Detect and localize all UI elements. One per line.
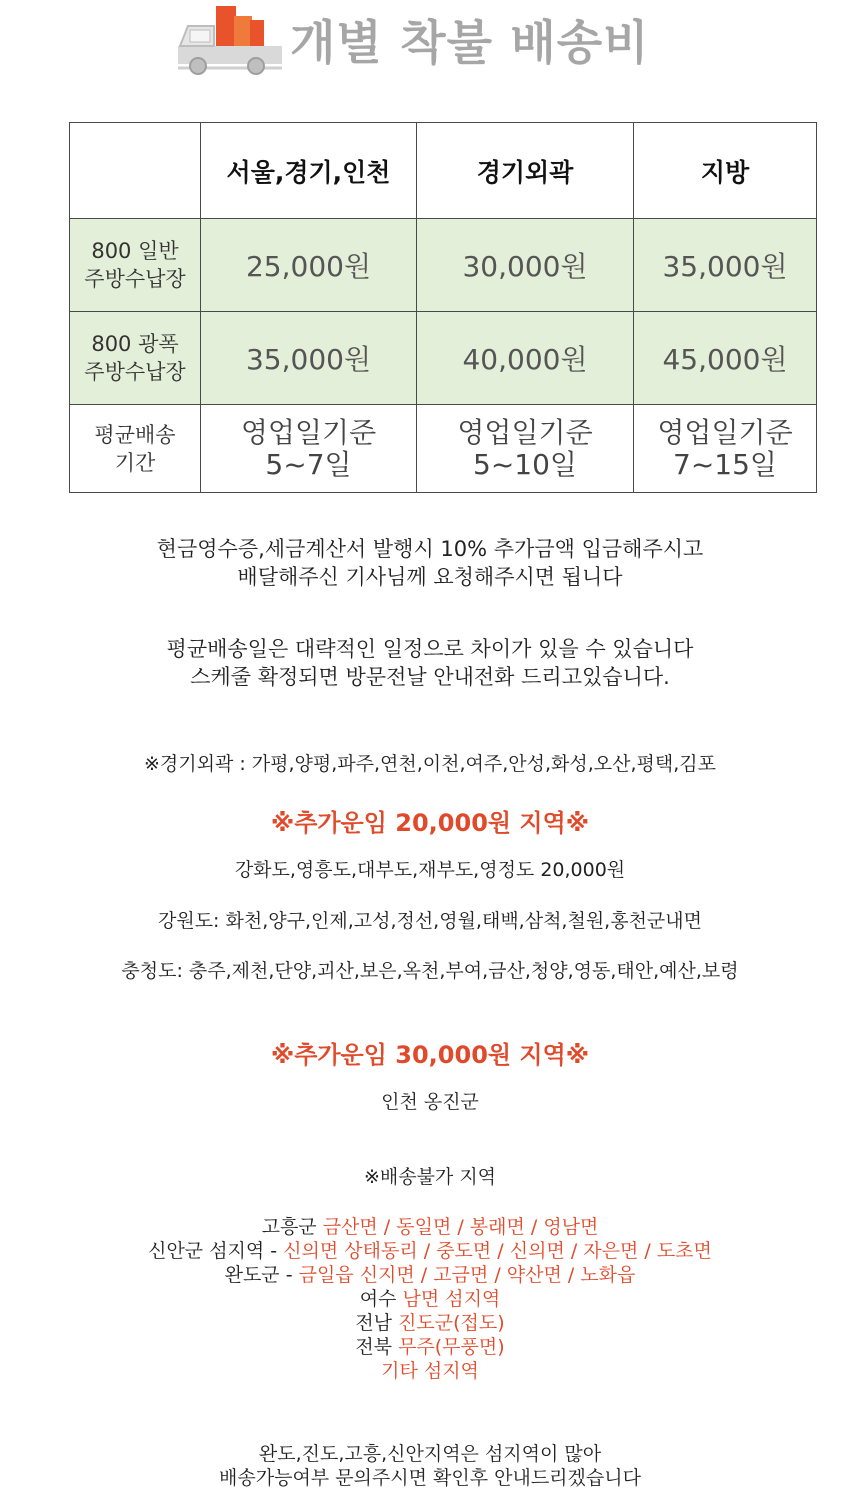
- extra-20000-area: 강화도,영흥도,대부도,재부도,영정도 20,000원: [234, 859, 626, 881]
- row-label: 800 일반 주방수납장: [70, 219, 201, 312]
- receipt-note: 현금영수증,세금계산서 발행시 10% 추가금액 입금해주시고 배달해주신 기사님께 요청해주시면 됩니다: [156, 537, 704, 589]
- unavailable-list: [0, 1215, 860, 1383]
- table-row: [70, 312, 817, 405]
- list-item: 기타 섬지역: [381, 1360, 479, 1382]
- list-item: 전남 진도군(접도): [355, 1312, 505, 1334]
- price-cell: 40,000원: [417, 312, 634, 405]
- price-cell: 45,000원: [634, 312, 817, 405]
- price-cell: 35,000원: [634, 219, 817, 312]
- unavailable-title: ※배송불가 지역: [363, 1166, 497, 1188]
- row-label: 800 광폭 주방수납장: [70, 312, 201, 405]
- shipping-fee-table: [69, 122, 817, 493]
- list-item: 완도군 - 금일읍 신지면 / 고금면 / 약산면 / 노화읍: [224, 1264, 636, 1286]
- extra-20000-title: ※추가운임 20,000원 지역※: [270, 809, 590, 837]
- delivery-period-cell: 영업일기준 5~7일: [201, 405, 417, 493]
- table-row: [70, 405, 817, 493]
- list-item: 고흥군 금산면 / 동일면 / 봉래면 / 영남면: [261, 1216, 599, 1238]
- closing-note: 완도,진도,고흥,신안지역은 섬지역이 많아 배송가능여부 문의주시면 확인후 안내드리겠습니다: [219, 1443, 641, 1489]
- delivery-period-cell: 영업일기준 7~15일: [634, 405, 817, 493]
- extra-20000-area: 강원도: 화천,양구,인제,고성,정선,영월,태백,삼척,철원,홍천군내면: [157, 910, 702, 932]
- table-corner-cell: [70, 123, 201, 219]
- column-header-seoul: 서울,경기,인천: [201, 123, 417, 219]
- page-title: 개별 착불 배송비: [290, 16, 650, 71]
- price-cell: 30,000원: [417, 219, 634, 312]
- table-row: [70, 219, 817, 312]
- extra-30000-area: 인천 옹진군: [381, 1091, 479, 1113]
- extra-20000-area: 충청도: 충주,제천,단양,괴산,보은,옥천,부여,금산,청양,영동,태안,예산,보령: [121, 960, 739, 982]
- column-header-outer-gyeonggi: 경기외곽: [417, 123, 634, 219]
- list-item: 신안군 섬지역 - 신의면 상태동리 / 중도면 / 신의면 / 자은면 / 도초면: [148, 1240, 712, 1262]
- list-item: 전북 무주(무풍면): [355, 1336, 505, 1358]
- extra-30000-title: ※추가운임 30,000원 지역※: [270, 1041, 590, 1069]
- schedule-note: 평균배송일은 대략적인 일정으로 차이가 있을 수 있습니다 스케줄 확정되면 방문전날 안내전화 드리고있습니다.: [166, 637, 694, 689]
- page-header: [0, 0, 860, 80]
- price-cell: 35,000원: [201, 312, 417, 405]
- row-label: 평균배송 기간: [70, 405, 201, 493]
- delivery-period-cell: 영업일기준 5~10일: [417, 405, 634, 493]
- price-cell: 25,000원: [201, 219, 417, 312]
- outer-area-note: ※경기외곽 : 가평,양평,파주,연천,이천,여주,안성,화성,오산,평택,김포: [143, 753, 716, 775]
- list-item: 여수 남면 섬지역: [359, 1288, 501, 1310]
- delivery-truck-icon: [176, 2, 284, 76]
- column-header-province: 지방: [634, 123, 817, 219]
- table-header-row: [70, 123, 817, 219]
